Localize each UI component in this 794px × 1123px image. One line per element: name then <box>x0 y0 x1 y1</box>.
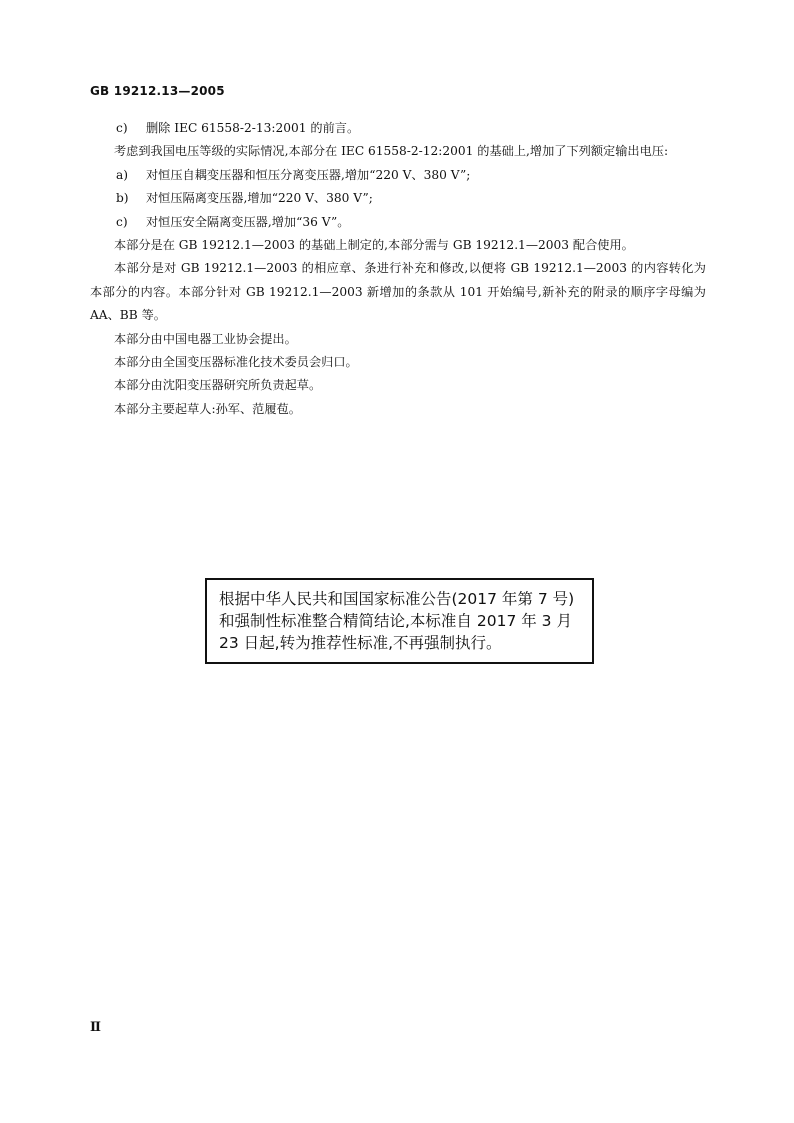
standard-code-header: GB 19212.13—2005 <box>90 84 225 98</box>
paragraph-drafters: 本部分主要起草人:孙军、范履苞。 <box>114 401 301 416</box>
list-item-removed-foreword <box>90 117 706 140</box>
list-item-text: 对恒压自耦变压器和恒压分离变压器,增加“220 V、380 V”; <box>146 167 471 182</box>
list-item-voltage-c <box>90 211 706 234</box>
list-marker: b) <box>116 191 129 206</box>
list-marker: c) <box>116 121 128 135</box>
list-item-text: 对恒压隔离变压器,增加“220 V、380 V”; <box>146 191 373 206</box>
list-marker: a) <box>116 167 129 182</box>
paragraph-centralized-by: 本部分由全国变压器标准化技术委员会归口。 <box>114 355 358 370</box>
paragraph-supplement: 本部分是对 GB 19212.1—2003 的相应章、条进行补充和修改,以便将 GB 19212.1—2003 的内容转化为本部分的内容。本部分针对 GB 19212.1—2003 新增加的条款从 101 开始编号,新补充的附录的顺序字母编为 AA、BB 等。 <box>90 261 706 323</box>
foreword-body <box>90 117 706 421</box>
list-item-text: 删除 IEC 61558-2-13:2001 的前言。 <box>146 121 360 135</box>
list-item-voltage-b <box>90 187 706 210</box>
paragraph-voltage-levels: 考虑到我国电压等级的实际情况,本部分在 IEC 61558-2-12:2001 的基础上,增加了下列额定输出电压: <box>114 144 669 159</box>
list-item-text: 对恒压安全隔离变压器,增加“36 V”。 <box>146 214 350 229</box>
standard-status-notice: 根据中华人民共和国国家标准公告(2017 年第 7 号)和强制性标准整合精简结论,本标准自 2017 年 3 月 23 日起,转为推荐性标准,不再强制执行。 <box>205 578 594 664</box>
list-marker: c) <box>116 214 128 229</box>
paragraph-drafted-by: 本部分由沈阳变压器研究所负责起草。 <box>114 378 322 393</box>
page-number: Ⅱ <box>90 1020 101 1035</box>
paragraph-basis: 本部分是在 GB 19212.1—2003 的基础上制定的,本部分需与 GB 19212.1—2003 配合使用。 <box>114 238 634 253</box>
list-item-voltage-a <box>90 164 706 187</box>
paragraph-proposed-by: 本部分由中国电器工业协会提出。 <box>114 331 297 346</box>
